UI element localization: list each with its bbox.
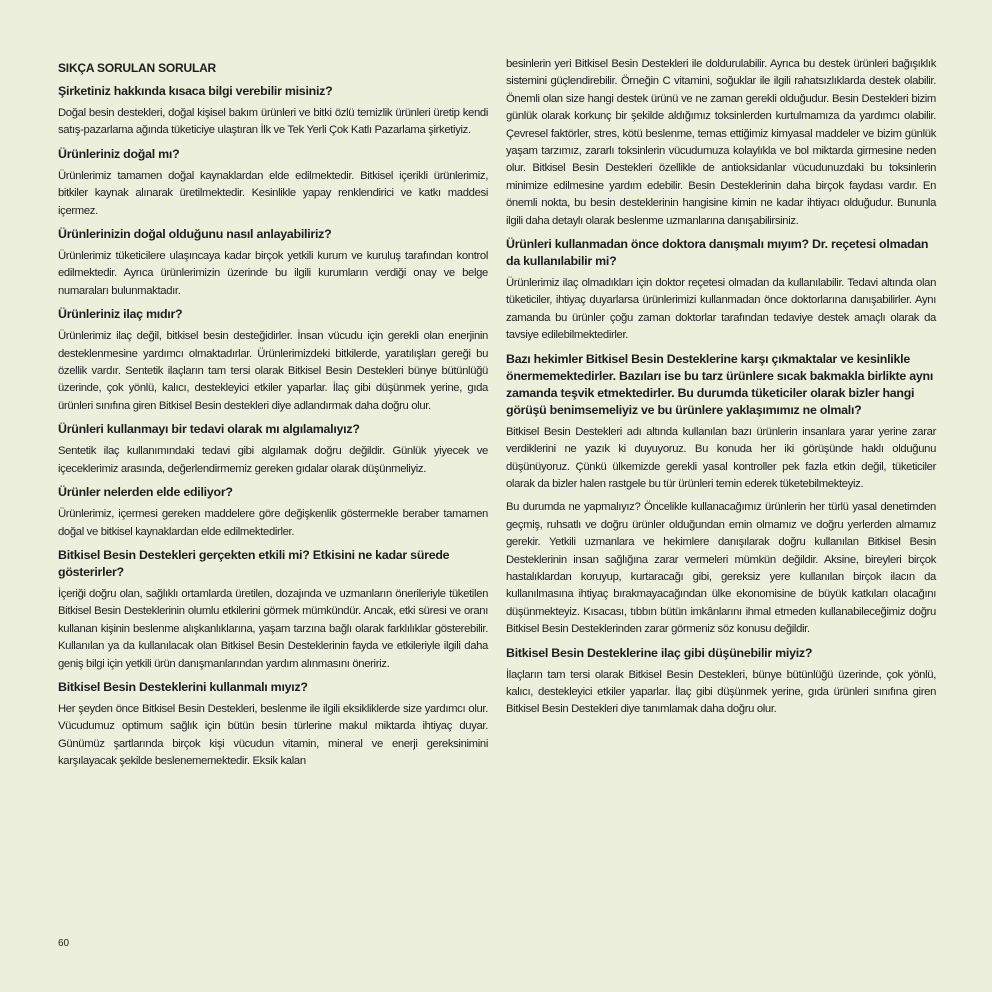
faq-answer-paragraph: Her şeyden önce Bitkisel Besin Destekleri, beslenme ile ilgili eksikliklerde size yardımcı olur. Vücudumuz optimum sağlık için bütün besin türlerine makul miktarda ihtiyaç duyar. Günümüz şartlarında birçok kişi vücudun vitamin, mineral ve enerji gereksinimini karşılayacak şekilde beslenememektedir. Eksik kalan: [58, 702, 488, 768]
faq-answer-paragraph: Bu durumda ne yapmalıyız? Öncelikle kullanacağımız ürünlerin her türlü yasal denetimden geçmiş, ruhsatlı ve doğru ürünler olduğundan emin olmamız ve doğru yerlerden almamız gerekir. Yetkili uzmanlara ve hekimlere danışılarak doğru kullanılan Bitkisel Besin Desteklerinin insan sağlığına zarar vermeleri mümkün değildir. Aksine, bireyleri birçok hastalıklardan koruyup, kurtaracağı gibi, gereksiz yere kullanılan birçok ilacın da kullanılmasına ihtiyaç bırakmayacağından ülke ekonomisine de büyük katkıları olacağını düşünmekteyiz. Kısacası, tıbbın bütün imkânlarını ihmal etmeden kullanabileceğimiz doğru Bitkisel Besin Desteklerinden zarar görmeniz söz konusu değildir.: [506, 501, 936, 636]
faq-question: Bitkisel Besin Desteklerini kullanmalı mıyız?: [58, 679, 308, 694]
faq-answer-paragraph: Ürünlerimiz, içermesi gereken maddelere göre değişkenlik göstermekle beraber tamamen doğal ve bitkisel kaynaklardan elde edilmektedirler.: [58, 508, 488, 538]
right-column: [506, 56, 936, 725]
faq-item: [506, 645, 936, 719]
faq-item: [58, 484, 488, 541]
faq-item: [58, 226, 488, 300]
faq-question: Bitkisel Besin Desteklerine ilaç gibi düşünebilir miyiz?: [506, 645, 813, 660]
faq-item: [58, 83, 488, 140]
faq-question: Ürünleri kullanmayı bir tedavi olarak mı algılamalıyız?: [58, 422, 360, 437]
faq-item: [58, 146, 488, 220]
faq-answer-paragraph: Doğal besin destekleri, doğal kişisel bakım ürünleri ve bitki özlü temizlik ürünleri üretip kendi satış-pazarlama ağında tüketiciye ulaştıran İlk ve Tek Yerli Çok Katlı Pazarlama şirketiyiz.: [58, 107, 488, 137]
faq-question: Ürünlerinizin doğal olduğunu nasıl anlayabiliriz?: [58, 227, 332, 242]
faq-answer-paragraph: Ürünlerimiz ilaç olmadıkları için doktor reçetesi olmadan da kullanılabilir. Tedavi altında olan tüketiciler, ihtiyaç duyarlarsa ürünlerimizi kullanmadan önce doktorlarına danışabilirler. Aynı zamanda bu ürünler çoğu zaman doktorlar tarafından tedaviye destek amaçlı olarak da tavsiye edilebilmektedirler.: [506, 277, 936, 342]
faq-question: Şirketiniz hakkında kısaca bilgi verebilir misiniz?: [58, 84, 333, 98]
faq-question: Ürünleri kullanmadan önce doktora danışmalı mıyım? Dr. reçetesi olmadan da kullanılabilir mi?: [506, 237, 929, 269]
faq-item: [506, 56, 936, 230]
faq-question: Ürünleriniz doğal mı?: [58, 146, 180, 161]
faq-answer-paragraph: İlaçların tam tersi olarak Bitkisel Besin Destekleri, bünye bütünlüğü üzerinde, çok yönlü, kalıcı, destekleyici etkiler yaparlar. İlaç gibi düşünmek yerine, gıda ürünleri sınıfına giren Bitkisel Besin Destekleri diye tanımlamak daha doğru olur.: [506, 668, 936, 716]
page-title: SIKÇA SORULAN SORULAR: [58, 61, 217, 75]
faq-item: [58, 306, 488, 415]
faq-item: [506, 351, 936, 639]
faq-question: Bitkisel Besin Destekleri gerçekten etkili mi? Etkisini ne kadar sürede gösterirler?: [58, 547, 450, 579]
page-number: 60: [58, 938, 70, 949]
faq-item: [58, 679, 488, 771]
faq-answer-paragraph: İçeriği doğru olan, sağlıklı ortamlarda üretilen, dozajında ve uzmanların önerileriyle tüketilen Bitkisel Besin Desteklerinin olumlu etkilerini görmek mümkündür. Ancak, etki süresi ve oranı kullanan kişinin beslenme alışkanlıklarına, yaşam tarzına bağlı olarak farklılıklar gösterebilir. Kullanılan ya da kullanılacak olan Bitkisel Besin Desteklerinin fayda ve etkileriyle ilgili daha geniş bilgi için yetkili ürün danışmanlarından yardım alınmasını öneririz.: [58, 587, 488, 670]
faq-item: [58, 421, 488, 478]
faq-question: Ürünleriniz ilaç mıdır?: [58, 307, 183, 322]
faq-item: [58, 547, 488, 673]
faq-answer-paragraph: Ürünlerimiz ilaç değil, bitkisel besin desteğidirler. İnsan vücudu için gerekli olan enerjinin desteklenmesine yardımcı olmaktadırlar. Ürünlerimizdeki bitkilerde, yaratılışları gereği bu özellik vardır. Sentetik ilaçların tam tersi olarak Bitkisel Besin Destekleri bünye bütünlüğü üzerinde, çok yönlü, kalıcı, destekleyici etkiler yaparlar. İlaç gibi düşünmek yerine, gıda ürünleri sınıfına giren Bitkisel Besin destekleri diye adlandırmak daha doğru olur.: [58, 330, 488, 412]
faq-list-left: [58, 83, 488, 771]
faq-question: Bazı hekimler Bitkisel Besin Desteklerine karşı çıkmaktalar ve kesinlikle önermemektedirler. Bazıları ise bu tarz ürünlere sıcak bakmakla birlikte aynı zamanda teşvik etmektedirler. Bu durumda tüketiciler olarak bizler hangi görüşü benimsemeliyiz ve bu ürünlere yaklaşımımız ne olmalı?: [506, 351, 934, 417]
faq-item: [506, 236, 936, 345]
faq-answer-paragraph: besinlerin yeri Bitkisel Besin Destekleri ile doldurulabilir. Ayrıca bu destek ürünleri bağışıklık sistemini güçlendirebilir. Örneğin C vitamini, soğuklar ile ilgili rahatsızlıklarda destek olabilir. Önemli olan size hangi destek ürünü ve ne zaman gerekli olduğudur. Besin Destekleri bizim günlük olarak korkunç bir şekilde aldığımız toksinlerden kurtulmamıza da yardımcı olabilir. Çevresel faktörler, stres, kötü beslenme, temas ettiğimiz kimyasal maddeler ve bizim günlük yaşam tarzımız, zararlı toksinlerin vücudumuza kolaylıkla ve bol miktarda girmesine neden olur. Bitkisel Besin Destekleri özellikle de antioksidanlar vücudunuzdaki bu toksinlerin minimize edilmesine yardım edebilir. Besin Desteklerinin daha birçok faydası vardır. En önemli nokta, bu besin desteklerinin hangisine kimin ne kadar ihtiyacı olduğudur. Bununla ilgili daha detaylı olarak beslenme uzmanlarına danışabilirsiniz.: [506, 58, 936, 227]
faq-answer-paragraph: Ürünlerimiz tamamen doğal kaynaklardan elde edilmektedir. Bitkisel içerikli ürünlerimiz, bitkiler kaynak alınarak üretilmektedir. Kesinlikle yapay renklendirici ve katkı maddesi içermez.: [58, 169, 488, 217]
faq-answer-paragraph: Bitkisel Besin Destekleri adı altında kullanılan bazı ürünlerin insanlara yarar yerine zarar verdiklerini ne yazık ki duyuyoruz. Bu konuda her iki görüşünde haklı olduğunu düşünüyoruz. Çünkü ülkemizde gerekli yasal kontroller pek fazla etkin değil, tüketiciler olarak da bizler halen rastgele bu tür ürünleri temin ederek tüketebilmekteyiz.: [506, 425, 936, 490]
faq-answer-paragraph: Sentetik ilaç kullanımındaki tedavi gibi algılamak doğru değildir. Günlük yiyecek ve içeceklerimiz arasında, değerlendirmemiz gereken gıdalar olarak düşünmeliyiz.: [58, 445, 488, 475]
faq-question: Ürünler nelerden elde ediliyor?: [58, 485, 233, 500]
left-column: [58, 60, 488, 777]
faq-answer-paragraph: Ürünlerimiz tüketicilere ulaşıncaya kadar birçok yetkili kurum ve kuruluş tarafından kontrol edilmektedir. Ayrıca ürünlerimizin üzerinde bu ilgili kurumların verdiği onay ve belge numaraları bulunmaktadır.: [58, 250, 488, 297]
faq-list-right: [506, 56, 936, 719]
